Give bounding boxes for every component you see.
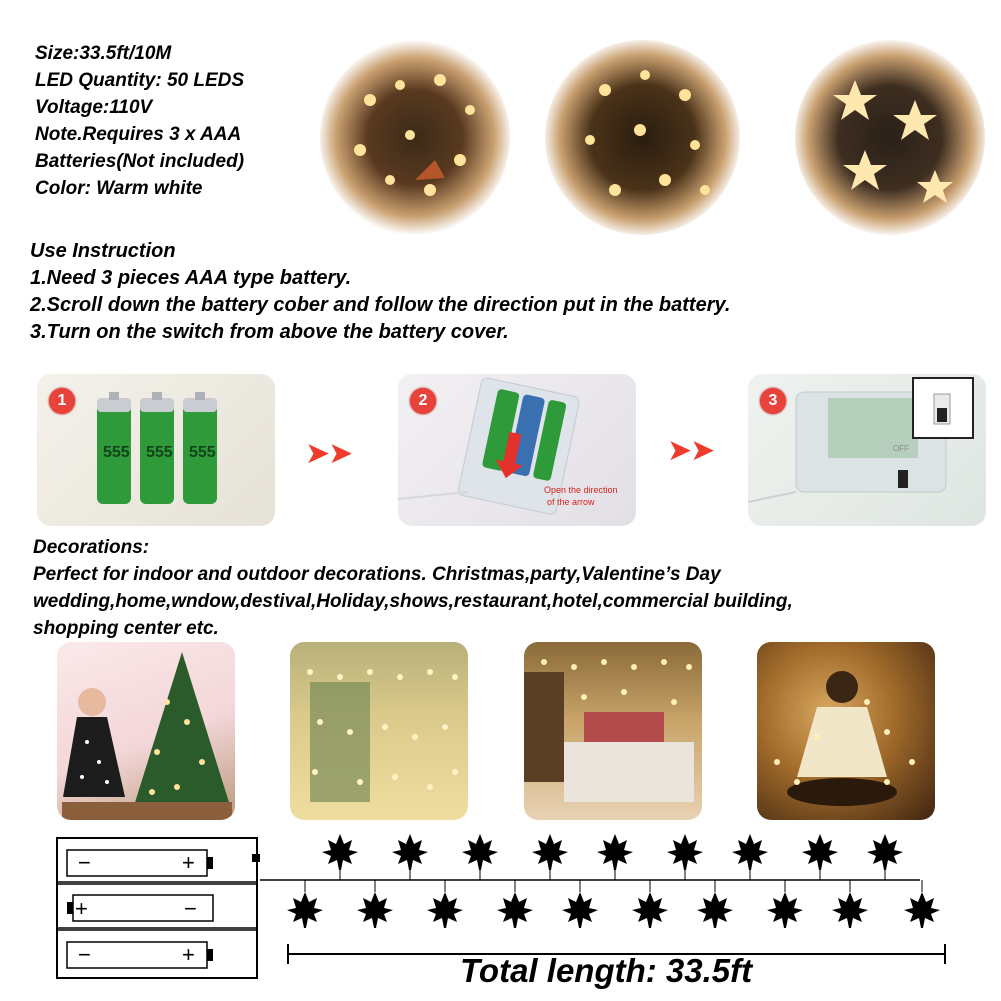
spec-line: Color: Warm white <box>35 178 203 199</box>
step-badge: 2 <box>410 388 436 414</box>
decorations-block <box>33 534 793 642</box>
step-2-caption <box>544 484 618 508</box>
star-lights-icon <box>545 40 740 235</box>
step-badge: 1 <box>49 388 75 414</box>
maple-leaf-icon <box>497 892 533 928</box>
instruction-step: 1.Need 3 pieces AAA type battery. <box>30 267 352 289</box>
switch-label: OFF <box>893 444 909 453</box>
maple-leaf-icon <box>732 834 768 870</box>
bedroom-canopy-scene <box>524 642 702 820</box>
battery-box-switch-icon <box>748 374 986 526</box>
battery-plus-sign: + <box>182 850 195 875</box>
battery-minus-sign: − <box>184 896 197 921</box>
maple-leaf-icon <box>462 834 498 870</box>
specs-block <box>35 40 325 202</box>
arrow-right-icon: ➤➤ <box>305 437 352 470</box>
step-1-batteries-image <box>37 374 275 526</box>
maple-leaf-icon <box>597 834 633 870</box>
jar-lights-photo <box>545 40 740 235</box>
star-lights-icon <box>795 40 985 235</box>
maple-leaf-icon <box>904 892 940 928</box>
woman-lights-icon <box>757 642 935 820</box>
spec-line: Batteries(Not included) <box>35 151 245 172</box>
star-string-photo <box>795 40 985 235</box>
instruction-title: Use Instruction <box>30 240 176 262</box>
step-badge: 3 <box>760 388 786 414</box>
curtain-lights-icon <box>290 642 468 820</box>
maple-leaf-icon <box>867 834 903 870</box>
caption-line: of the arrow <box>547 497 595 507</box>
maple-leaf-icon <box>357 892 393 928</box>
battery-plus-sign: + <box>182 942 195 967</box>
christmas-tree-icon <box>57 642 235 820</box>
instruction-step: 3.Turn on the switch from above the battery cover. <box>30 321 509 343</box>
christmas-tree-scene <box>57 642 235 820</box>
spec-line: Voltage:110V <box>35 97 153 118</box>
maple-leaf-icon <box>802 834 838 870</box>
maple-leaf-icon <box>767 892 803 928</box>
maple-leaf-icon <box>392 834 428 870</box>
decorations-line: wedding,home,wndow,destival,Holiday,shows,restaurant,hotel,commercial building, <box>33 591 793 612</box>
maple-leaf-icon <box>562 892 598 928</box>
bed-lights-icon <box>524 642 702 820</box>
total-length-label: Total length: 33.5ft <box>460 952 753 989</box>
battery-minus-sign: − <box>78 942 91 967</box>
bouquet-lights-photo <box>320 40 510 235</box>
woman-sitting-scene <box>757 642 935 820</box>
maple-leaf-icon <box>667 834 703 870</box>
window-curtain-scene <box>290 642 468 820</box>
maple-leaf-icon <box>427 892 463 928</box>
battery-plus-sign: + <box>75 896 88 921</box>
use-instruction-block <box>30 238 730 346</box>
decorations-line: shopping center etc. <box>33 618 219 639</box>
decorations-line: Perfect for indoor and outdoor decorations. Christmas,party,Valentine’s Day <box>33 564 721 585</box>
battery-label: 555 <box>103 444 130 461</box>
spec-line: LED Quantity: 50 LEDS <box>35 70 245 91</box>
maple-leaf-icon <box>632 892 668 928</box>
star-lights-icon <box>320 40 510 235</box>
step-3-switch-image <box>748 374 986 526</box>
arrow-right-icon: ➤➤ <box>667 434 714 467</box>
battery-minus-sign: − <box>78 850 91 875</box>
step-2-open-cover-image <box>398 374 636 526</box>
spec-line: Note.Requires 3 x AAA <box>35 124 242 145</box>
maple-leaf-icon <box>532 834 568 870</box>
instruction-step: 2.Scroll down the battery cober and follow the direction put in the battery. <box>30 294 731 316</box>
maple-leaf-icon <box>287 892 323 928</box>
decorations-title: Decorations: <box>33 537 150 558</box>
battery-label: 555 <box>146 444 173 461</box>
maple-leaf-icon <box>697 892 733 928</box>
caption-line: Open the direction <box>544 485 618 495</box>
spec-line: Size:33.5ft/10M <box>35 43 172 64</box>
maple-leaf-icon <box>322 834 358 870</box>
maple-leaf-icon <box>832 892 868 928</box>
battery-label: 555 <box>189 444 216 461</box>
